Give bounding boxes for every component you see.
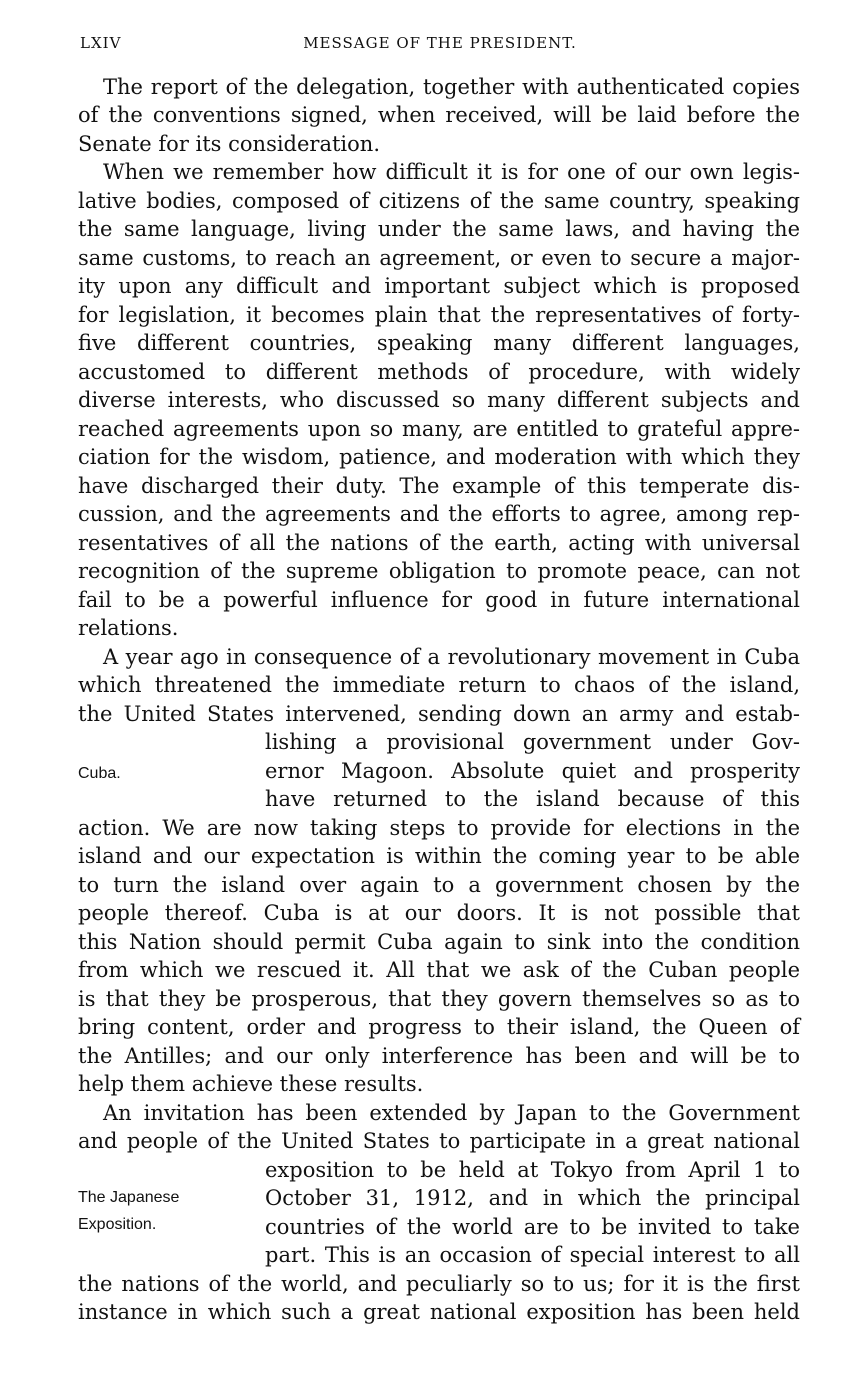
text-line: action. We are now taking steps to provide for elections in the [78, 816, 800, 840]
text-line: lative bodies, composed of citizens of the same country, speaking [78, 189, 800, 213]
text-line: recognition of the supreme obligation to promote peace, can not [78, 559, 800, 583]
text-line: the nations of the world, and peculiarly so to us; for it is the first [78, 1272, 800, 1296]
text-line: bring content, order and progress to their island, the Queen of [78, 1015, 800, 1039]
text-line: same customs, to reach an agreement, or even to secure a major- [78, 246, 800, 270]
text-line: accustomed to different methods of procedure, with widely [78, 360, 800, 384]
text-line: Senate for its consideration. [78, 132, 380, 156]
text-line: cussion, and the agreements and the efforts to agree, among rep- [78, 502, 800, 526]
text-line: When we remember how difficult it is for one of our own legis- [103, 160, 800, 184]
text-line: have discharged their duty. The example of this temperate dis- [78, 474, 800, 498]
text-line: people thereof. Cuba is at our doors. It is not possible that [78, 901, 800, 925]
text-line: the Antilles; and our only interference has been and will be to [78, 1044, 800, 1068]
text-line: the same language, living under the same laws, and having the [78, 217, 800, 241]
text-line: have returned to the island because of this [265, 787, 800, 811]
text-line: the United States intervened, sending down an army and estab- [78, 702, 800, 726]
text-line: lishing a provisional government under Gov- [265, 730, 800, 754]
margin-note-cuba: Cuba. [78, 765, 121, 782]
text-line: ernor Magoon. Absolute quiet and prosperity [265, 759, 800, 783]
page-folio: LXIV [80, 34, 122, 52]
text-line: instance in which such a great national exposition has been held [78, 1300, 800, 1324]
text-line: reached agreements upon so many, are entitled to grateful appre- [78, 417, 800, 441]
text-line: to turn the island over again to a government chosen by the [78, 873, 800, 897]
running-title: MESSAGE OF THE PRESIDENT. [303, 34, 577, 52]
text-line: this Nation should permit Cuba again to sink into the condition [78, 930, 800, 954]
text-line: The report of the delegation, together with authenticated copies [103, 75, 800, 99]
text-line: is that they be prosperous, that they govern themselves so as to [78, 987, 800, 1011]
text-line: A year ago in consequence of a revolutionary movement in Cuba [103, 645, 800, 669]
text-line: five different countries, speaking many different languages, [78, 331, 800, 355]
margin-note-japan-cont: Exposition. [78, 1216, 157, 1233]
text-line: An invitation has been extended by Japan to the Government [103, 1101, 800, 1125]
text-line: resentatives of all the nations of the earth, acting with universal [78, 531, 800, 555]
text-line: countries of the world are to be invited to take [265, 1215, 800, 1239]
margin-note-japan: The Japanese [78, 1189, 180, 1206]
text-line: from which we rescued it. All that we ask of the Cuban people [78, 958, 800, 982]
text-line: fail to be a powerful influence for good in future international [78, 588, 800, 612]
text-line: part. This is an occasion of special interest to all [265, 1243, 800, 1267]
text-line: of the conventions signed, when received, will be laid before the [78, 103, 800, 127]
text-line: October 31, 1912, and in which the principal [265, 1186, 800, 1210]
text-line: ity upon any difficult and important subject which is proposed [78, 274, 800, 298]
text-line: which threatened the immediate return to chaos of the island, [78, 673, 800, 697]
text-line: diverse interests, who discussed so many different subjects and [78, 388, 800, 412]
text-line: and people of the United States to participate in a great national [78, 1129, 800, 1153]
text-line: island and our expectation is within the coming year to be able [78, 844, 800, 868]
text-line: help them achieve these results. [78, 1072, 424, 1096]
text-line: ciation for the wisdom, patience, and moderation with which they [78, 445, 800, 469]
text-line: for legislation, it becomes plain that the representatives of forty- [78, 303, 800, 327]
running-header [80, 34, 800, 56]
text-line: relations. [78, 616, 179, 640]
text-line: exposition to be held at Tokyo from April 1 to [265, 1158, 800, 1182]
